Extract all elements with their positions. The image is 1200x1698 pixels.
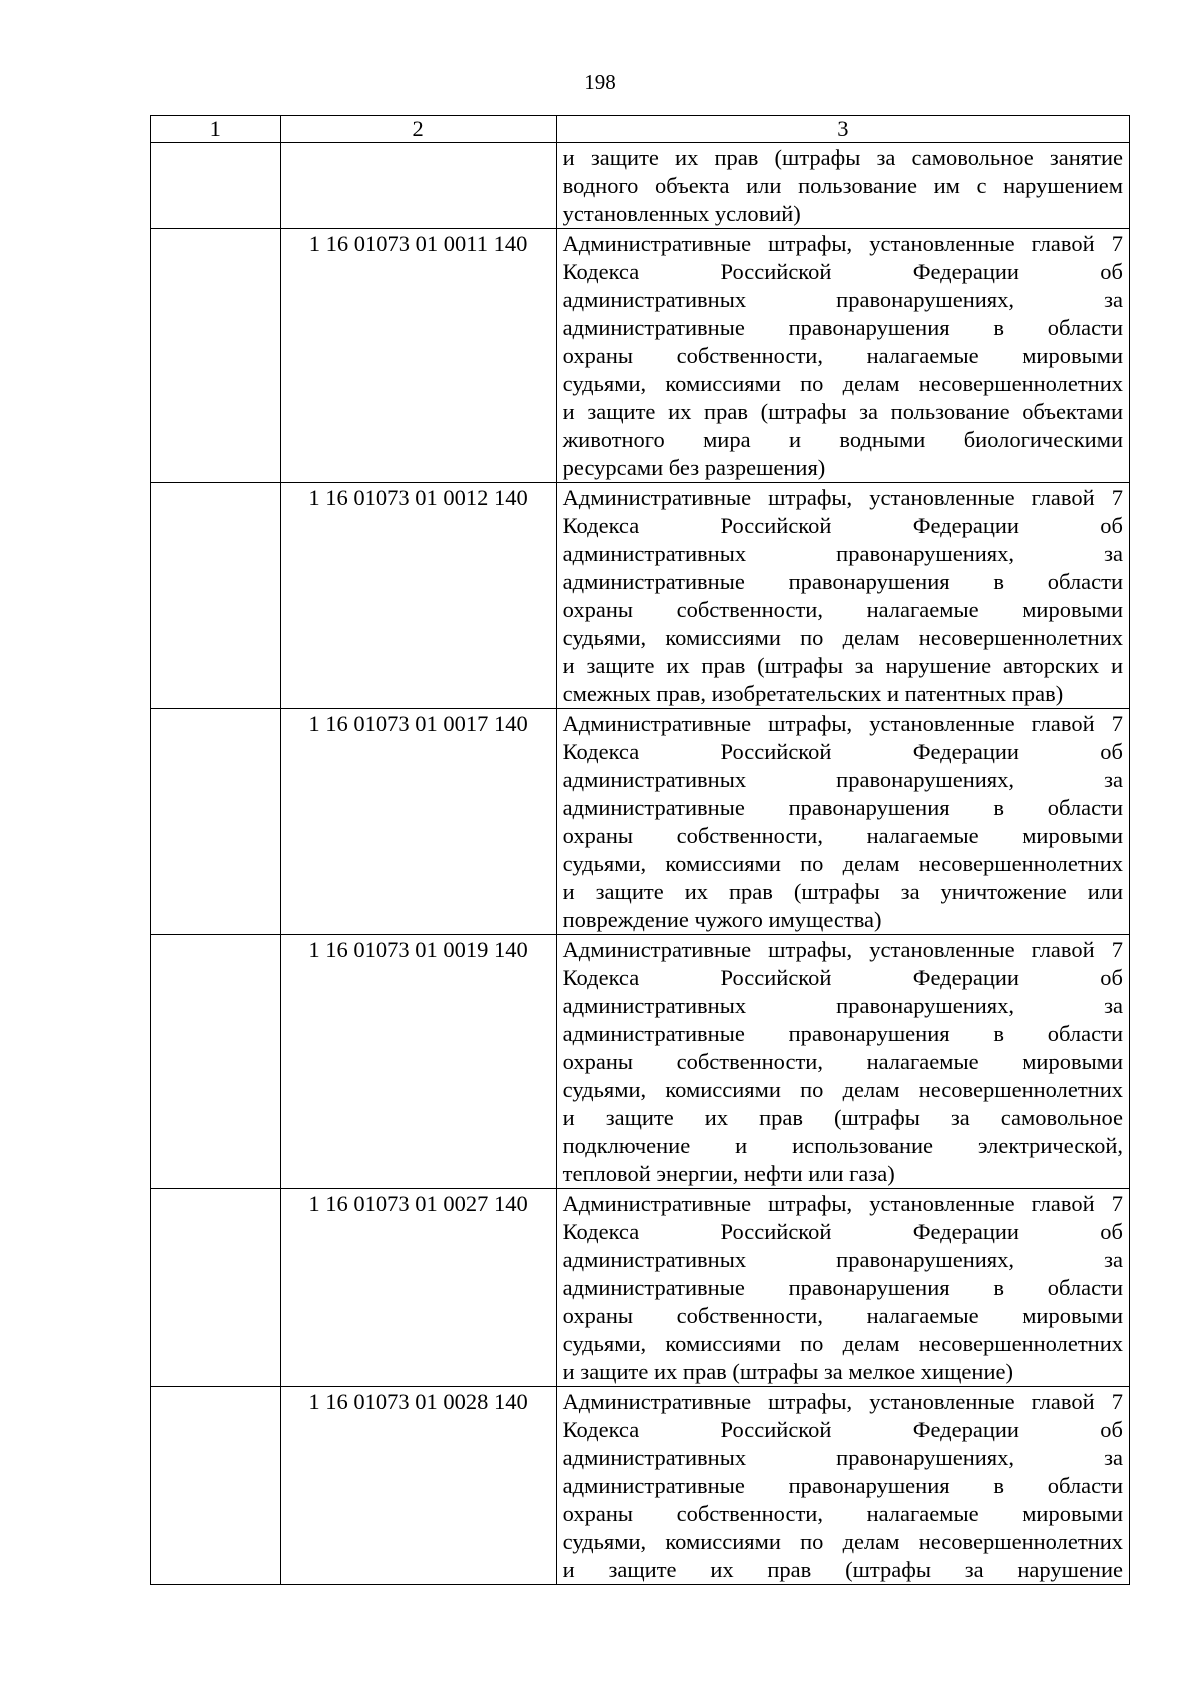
description-line: охраны собственности, налагаемые мировыми (562, 1501, 1123, 1526)
description-line: Кодекса Российской Федерации об (562, 1219, 1123, 1244)
description-line: Кодекса Российской Федерации об (562, 259, 1123, 284)
description-line: судьями, комиссиями по делам несовершеннолетних (562, 1077, 1123, 1102)
description-line: Административные штрафы, установленные главой 7 (562, 711, 1123, 736)
description-line: и защите их прав (штрафы за нарушение авторских и (562, 653, 1123, 678)
description-line: и защите их прав (штрафы за самовольное занятие (562, 145, 1123, 170)
description-line: судьями, комиссиями по делам несовершеннолетних (562, 625, 1123, 650)
description-line: Кодекса Российской Федерации об (562, 739, 1123, 764)
description-line: административные правонарушения в области (562, 569, 1123, 594)
description-line: административных правонарушениях, за (562, 541, 1123, 566)
description-cell (556, 935, 1129, 1189)
page-number: 198 (584, 70, 616, 94)
description-line: административных правонарушениях, за (562, 287, 1123, 312)
row-col-1-cell (151, 1189, 281, 1387)
description-line: и защите их прав (штрафы за самовольное (562, 1105, 1123, 1130)
row-col-1-cell (151, 1387, 281, 1585)
row-col-1-cell (151, 483, 281, 709)
description-line: охраны собственности, налагаемые мировыми (562, 1303, 1123, 1328)
description-line: смежных прав, изобретательских и патентных прав) (562, 681, 1064, 706)
description-line: водного объекта или пользование им с нарушением (562, 173, 1123, 198)
table-body (151, 116, 1130, 1585)
description-line: охраны собственности, налагаемые мировыми (562, 343, 1123, 368)
description-line: судьями, комиссиями по делам несовершеннолетних (562, 851, 1123, 876)
description-line: Кодекса Российской Федерации об (562, 965, 1123, 990)
description-line: административные правонарушения в области (562, 1275, 1123, 1300)
budget-code-cell: 1 16 01073 01 0027 140 (280, 1189, 556, 1387)
row-col-1-cell (151, 935, 281, 1189)
description-line: Кодекса Российской Федерации об (562, 1417, 1123, 1442)
description-line: охраны собственности, налагаемые мировыми (562, 1049, 1123, 1074)
table-row (151, 143, 1130, 229)
table-header-row (151, 116, 1130, 143)
description-line: административные правонарушения в области (562, 1021, 1123, 1046)
table-row (151, 483, 1130, 709)
description-line: административных правонарушениях, за (562, 1247, 1123, 1272)
header-col-1: 1 (151, 116, 281, 143)
budget-code-table (150, 115, 1130, 1585)
description-line: и защите их прав (штрафы за нарушение (562, 1557, 1123, 1582)
description-cell (556, 143, 1129, 229)
description-line: установленных условий) (562, 201, 801, 226)
budget-code-cell: 1 16 01073 01 0017 140 (280, 709, 556, 935)
description-line: и защите их прав (штрафы за уничтожение или (562, 879, 1123, 904)
description-line: повреждение чужого имущества) (562, 907, 882, 932)
description-line: Кодекса Российской Федерации об (562, 513, 1123, 538)
row-col-1-cell (151, 709, 281, 935)
table-row (151, 709, 1130, 935)
description-line: тепловой энергии, нефти или газа) (562, 1161, 895, 1186)
description-line: ресурсами без разрешения) (562, 455, 826, 480)
description-line: Административные штрафы, установленные главой 7 (562, 1191, 1123, 1216)
description-line: охраны собственности, налагаемые мировыми (562, 823, 1123, 848)
budget-code-cell (280, 143, 556, 229)
description-line: и защите их прав (штрафы за пользование объектами (562, 399, 1123, 424)
budget-code-cell: 1 16 01073 01 0019 140 (280, 935, 556, 1189)
header-col-2: 2 (280, 116, 556, 143)
header-col-3: 3 (556, 116, 1129, 143)
row-col-1-cell (151, 143, 281, 229)
description-line: охраны собственности, налагаемые мировыми (562, 597, 1123, 622)
description-line: животного мира и водными биологическими (562, 427, 1123, 452)
budget-code-cell: 1 16 01073 01 0011 140 (280, 229, 556, 483)
table-row (151, 1387, 1130, 1585)
description-line: административных правонарушениях, за (562, 767, 1123, 792)
description-line: административных правонарушениях, за (562, 993, 1123, 1018)
description-line: Административные штрафы, установленные главой 7 (562, 231, 1123, 256)
description-cell (556, 229, 1129, 483)
description-line: Административные штрафы, установленные главой 7 (562, 937, 1123, 962)
description-cell (556, 1387, 1129, 1585)
description-line: административных правонарушениях, за (562, 1445, 1123, 1470)
budget-code-cell: 1 16 01073 01 0012 140 (280, 483, 556, 709)
description-line: административные правонарушения в области (562, 795, 1123, 820)
description-line: судьями, комиссиями по делам несовершеннолетних (562, 1331, 1123, 1356)
description-cell (556, 1189, 1129, 1387)
table-row (151, 935, 1130, 1189)
table-row (151, 229, 1130, 483)
description-line: административные правонарушения в области (562, 1473, 1123, 1498)
description-line: судьями, комиссиями по делам несовершеннолетних (562, 371, 1123, 396)
description-line: и защите их прав (штрафы за мелкое хищение) (562, 1359, 1013, 1384)
table-row (151, 1189, 1130, 1387)
description-line: подключение и использование электрической, (562, 1133, 1123, 1158)
description-line: административные правонарушения в области (562, 315, 1123, 340)
description-line: Административные штрафы, установленные главой 7 (562, 485, 1123, 510)
description-cell (556, 483, 1129, 709)
description-line: Административные штрафы, установленные главой 7 (562, 1389, 1123, 1414)
row-col-1-cell (151, 229, 281, 483)
budget-code-cell: 1 16 01073 01 0028 140 (280, 1387, 556, 1585)
description-line: судьями, комиссиями по делам несовершеннолетних (562, 1529, 1123, 1554)
description-cell (556, 709, 1129, 935)
